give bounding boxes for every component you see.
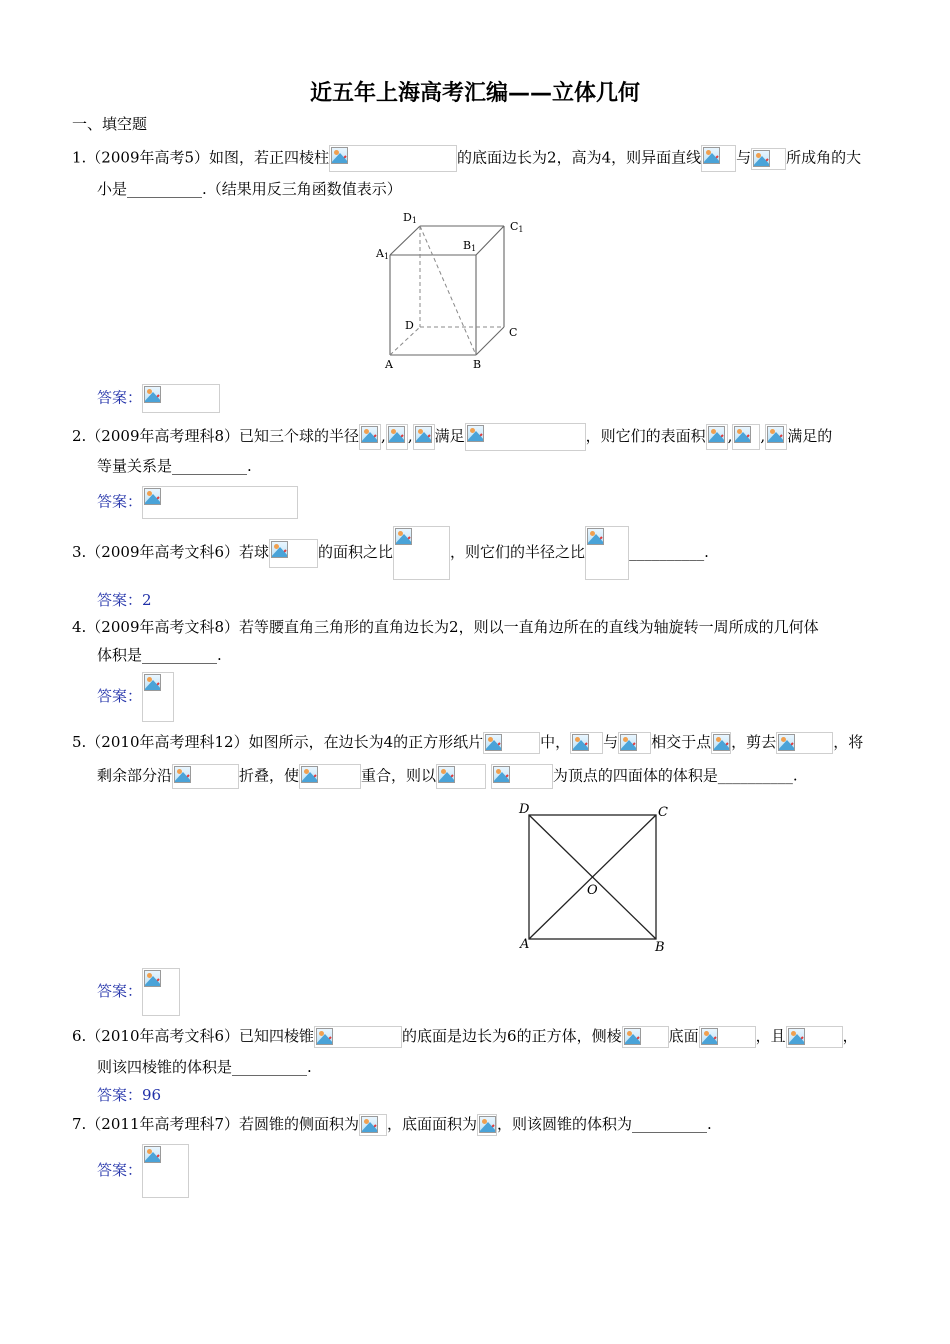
- vertex-label-c: C: [658, 805, 668, 820]
- formula-image-placeholder: [483, 732, 540, 754]
- question-5-line-1: [72, 732, 863, 754]
- broken-image-icon: [144, 386, 161, 403]
- broken-image-icon: [778, 734, 795, 751]
- q5-text-5: ，将: [833, 733, 864, 751]
- formula-image-placeholder: [711, 732, 731, 754]
- broken-image-icon: [361, 1116, 378, 1133]
- formula-image-placeholder: [491, 764, 553, 789]
- answer-image-placeholder: [142, 486, 298, 519]
- q5-text-9: 为顶点的四面体的体积是__________.: [552, 766, 798, 785]
- q5-text-1: 中，: [540, 733, 571, 751]
- answer-image-placeholder: [142, 968, 180, 1016]
- broken-image-icon: [361, 426, 378, 443]
- q2-comma: ,: [381, 427, 386, 445]
- q7-prefix: 7.（2011年高考理科7）若圆锥的侧面积为: [72, 1115, 360, 1133]
- answer-5: [97, 968, 180, 1016]
- formula-image-placeholder: [172, 764, 239, 789]
- answer-4: [97, 672, 174, 722]
- formula-image-placeholder: [751, 148, 786, 170]
- q5-text-3: 相交于点: [651, 733, 712, 751]
- broken-image-icon: [493, 766, 510, 783]
- formula-image-placeholder: [477, 1114, 497, 1136]
- answer-label: 答案：: [97, 1086, 143, 1104]
- broken-image-icon: [701, 1028, 718, 1045]
- answer-7: [97, 1144, 189, 1198]
- broken-image-icon: [572, 734, 589, 751]
- answer-6: [97, 1085, 161, 1105]
- question-6-line-1: [72, 1026, 858, 1048]
- question-2-line-1: [72, 423, 832, 451]
- broken-image-icon: [144, 1146, 161, 1163]
- formula-image-placeholder: [269, 539, 318, 568]
- q2-comma: ,: [760, 427, 766, 445]
- broken-image-icon: [767, 426, 784, 443]
- formula-image-placeholder: [701, 145, 736, 172]
- broken-image-icon: [301, 766, 318, 783]
- vertex-label-a1: A1: [376, 247, 390, 261]
- broken-image-icon: [316, 1028, 333, 1045]
- formula-image-placeholder: [465, 423, 586, 451]
- q3-text-3: __________.: [629, 543, 709, 561]
- q5-prefix: 5.（2010年高考理科12）如图所示，在边长为4的正方形纸片: [72, 733, 484, 751]
- square-figure: [512, 798, 677, 958]
- formula-image-placeholder: [585, 526, 629, 580]
- page-title: 近五年上海高考汇编——立体几何: [309, 81, 640, 106]
- answer-label: 答案：: [97, 1161, 143, 1179]
- broken-image-icon: [331, 147, 348, 164]
- question-6-line-2: 则该四棱锥的体积是__________.: [97, 1058, 312, 1076]
- formula-image-placeholder: [570, 732, 603, 754]
- answer-value: 2: [142, 591, 152, 609]
- broken-image-icon: [620, 734, 637, 751]
- formula-image-placeholder: [706, 424, 728, 450]
- formula-image-placeholder: [393, 526, 450, 580]
- q1-text-1: 的底面边长为2，高为4，则异面直线: [457, 148, 702, 167]
- q3-prefix: 3.（2009年高考文科6）若球: [72, 543, 270, 561]
- broken-image-icon: [788, 1028, 805, 1045]
- question-4-line-1: 4.（2009年高考文科8）若等腰直角三角形的直角边长为2，则以一直角边所在的直线为轴旋转一周所成的几何体: [72, 618, 819, 636]
- broken-image-icon: [485, 734, 502, 751]
- q1-prefix: 1.（2009年高考5）如图，若正四棱柱: [72, 148, 330, 167]
- answer-label: 答案：: [97, 591, 143, 609]
- broken-image-icon: [479, 1116, 496, 1133]
- broken-image-icon: [395, 528, 412, 545]
- center-label-o: O: [587, 883, 598, 898]
- vertex-label-b: B: [473, 358, 482, 371]
- question-5-line-2: [97, 764, 798, 789]
- answer-2: [97, 486, 298, 519]
- formula-image-placeholder: [386, 424, 408, 450]
- answer-label: 答案：: [97, 687, 143, 705]
- q6-text-1: 的底面是边长为6的正方体，侧棱: [402, 1027, 622, 1045]
- q2-comma: ,: [727, 427, 733, 445]
- question-1-line-1: [72, 145, 861, 172]
- question-3-line: [72, 526, 709, 580]
- q5-text-2: 与: [603, 733, 619, 751]
- broken-image-icon: [144, 970, 161, 987]
- answer-3: [97, 590, 152, 610]
- q6-prefix: 6.（2010年高考文科6）已知四棱锥: [72, 1027, 315, 1045]
- q5-text-4: ，剪去: [731, 733, 777, 751]
- formula-image-placeholder: [765, 424, 787, 450]
- broken-image-icon: [438, 766, 455, 783]
- question-1-line-2: 小是__________.（结果用反三角函数值表示）: [97, 180, 402, 198]
- formula-image-placeholder: [436, 764, 486, 789]
- formula-image-placeholder: [776, 732, 833, 754]
- q6-text-2: 底面: [668, 1027, 699, 1045]
- q7-text-2: ，则该圆锥的体积为__________.: [497, 1115, 712, 1133]
- vertex-label-c: C: [509, 326, 518, 339]
- answer-image-placeholder: [142, 384, 220, 413]
- q2-comma: ,: [407, 427, 413, 445]
- vertex-label-a: A: [385, 358, 393, 371]
- q2-text-2: ，则它们的表面积: [585, 427, 706, 445]
- prism-figure: [370, 205, 540, 375]
- question-4-line-2: 体积是__________.: [97, 646, 222, 664]
- q1-text-3: 所成角的大: [786, 148, 862, 167]
- formula-image-placeholder: [699, 1026, 756, 1048]
- formula-image-placeholder: [732, 424, 760, 450]
- q1-text-2: 与: [736, 148, 752, 167]
- answer-1: [97, 384, 220, 413]
- broken-image-icon: [415, 426, 432, 443]
- broken-image-icon: [587, 528, 604, 545]
- formula-image-placeholder: [299, 764, 361, 789]
- q5-text-7: 折叠，使: [239, 766, 300, 785]
- broken-image-icon: [467, 425, 484, 442]
- q5-text-8: 重合，则以: [361, 766, 437, 785]
- broken-image-icon: [708, 426, 725, 443]
- q2-prefix: 2.（2009年高考理科8）已知三个球的半径: [72, 427, 360, 445]
- q3-text-1: 的面积之比: [318, 543, 394, 561]
- answer-label: 答案：: [97, 388, 143, 407]
- broken-image-icon: [734, 426, 751, 443]
- answer-label: 答案：: [97, 982, 143, 1000]
- vertex-label-a: A: [520, 937, 530, 952]
- answer-image-placeholder: [142, 672, 174, 722]
- question-7-line: [72, 1114, 712, 1136]
- broken-image-icon: [144, 488, 161, 505]
- q7-text-1: ，底面面积为: [387, 1115, 478, 1133]
- vertex-label-d: D: [405, 319, 414, 332]
- vertex-label-c1: C1: [510, 220, 524, 234]
- formula-image-placeholder: [618, 732, 651, 754]
- vertex-label-d: D: [519, 802, 530, 817]
- vertex-label-b: B: [655, 940, 665, 955]
- answer-value: 96: [142, 1086, 162, 1104]
- vertex-label-d1: D1: [403, 211, 417, 225]
- formula-image-placeholder: [786, 1026, 843, 1048]
- formula-image-placeholder: [314, 1026, 402, 1048]
- answer-label: 答案：: [97, 492, 143, 511]
- q3-text-2: ，则它们的半径之比: [450, 543, 586, 561]
- broken-image-icon: [713, 734, 730, 751]
- answer-image-placeholder: [142, 1144, 189, 1198]
- broken-image-icon: [753, 150, 770, 167]
- q2-text-1: 满足: [434, 427, 465, 445]
- formula-image-placeholder: [329, 145, 457, 172]
- q2-text-3: 满足的: [787, 427, 833, 445]
- broken-image-icon: [271, 541, 288, 558]
- broken-image-icon: [174, 766, 191, 783]
- formula-image-placeholder: [359, 1114, 387, 1136]
- formula-image-placeholder: [622, 1026, 669, 1048]
- vertex-label-b1: B1: [463, 239, 477, 253]
- broken-image-icon: [144, 674, 161, 691]
- q6-text-3: ，且: [755, 1027, 786, 1045]
- section-heading: 一、填空题: [72, 115, 148, 133]
- formula-image-placeholder: [413, 424, 435, 450]
- question-2-line-2: 等量关系是__________.: [97, 457, 252, 475]
- q5-text-6: 剩余部分沿: [97, 766, 173, 785]
- broken-image-icon: [624, 1028, 641, 1045]
- q6-text-4: ，: [842, 1027, 858, 1045]
- formula-image-placeholder: [359, 424, 381, 450]
- broken-image-icon: [388, 426, 405, 443]
- broken-image-icon: [703, 147, 720, 164]
